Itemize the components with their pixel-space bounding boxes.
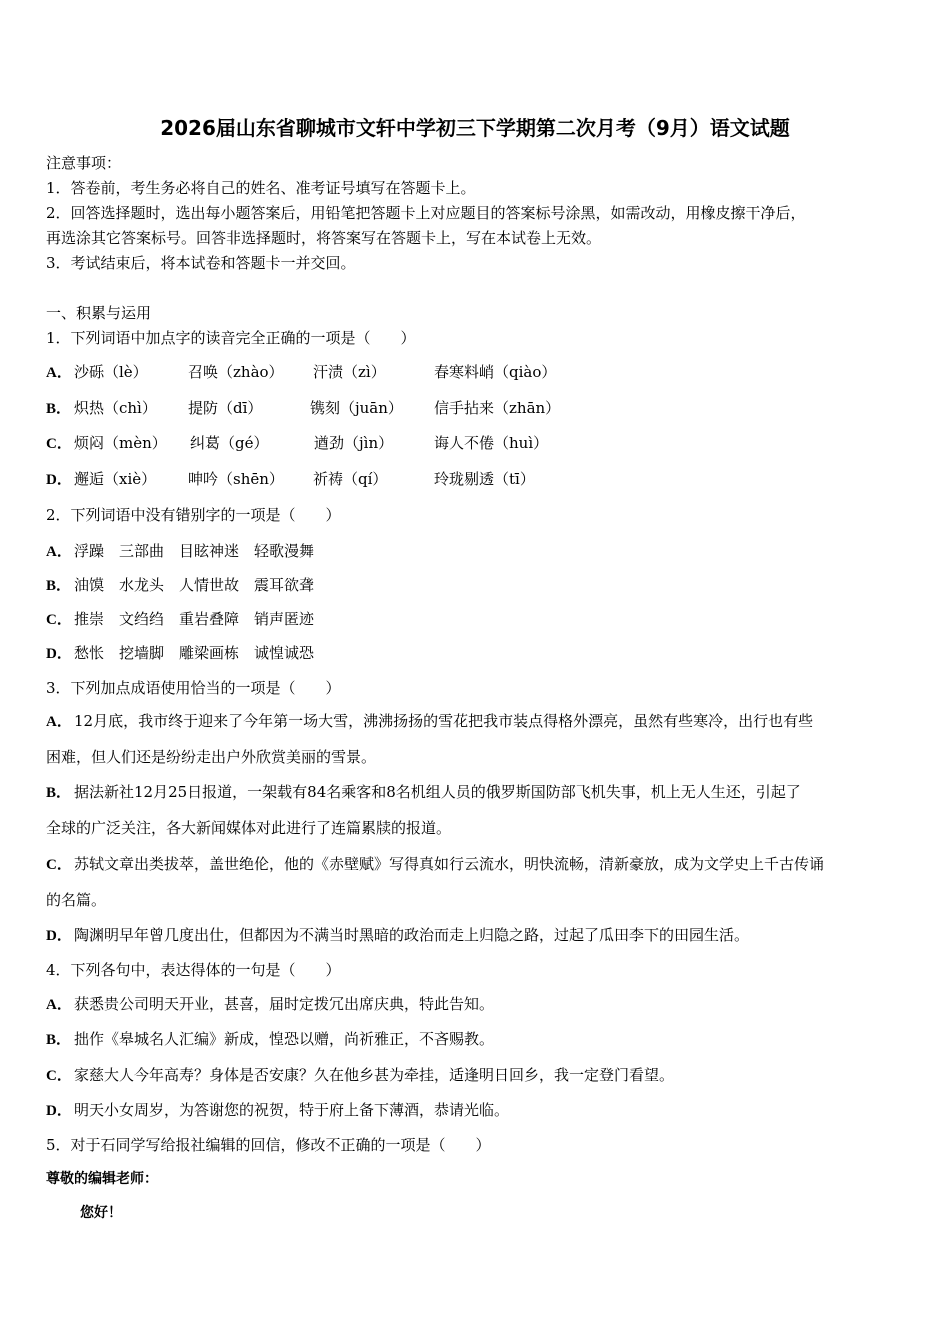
option-letter: C． [46, 857, 72, 873]
page-title: 2026届山东省聊城市文轩中学初三下学期第二次月考（9月）语文试题 [160, 116, 790, 140]
option-text: 明天小女周岁，为答谢您的祝贺，特于府上备下薄酒，恭请光临。 [74, 1101, 510, 1119]
q1-a-item: 汗渍（zì） [313, 363, 386, 381]
q1-b-item: 炽热（chì） [74, 399, 157, 417]
q1-stem: 1．下列词语中加点字的读音完全正确的一项是（ ） [46, 329, 416, 347]
option-text: 陶渊明早年曾几度出仕，但都因为不满当时黑暗的政治而走上归隐之路，过起了瓜田李下的田园生活。 [74, 926, 750, 944]
q3-option-c [46, 853, 824, 874]
q1-b-item: 镌刻（juān） [310, 399, 403, 417]
notice-item-2: 2．回答选择题时，选出每小题答案后，用铅笔把答题卡上对应题目的答案标号涂黑，如需改动，用橡皮擦干净后， [46, 204, 806, 222]
q1-a-item: 春寒料峭（qiào） [434, 363, 557, 381]
q2-option-c [46, 608, 314, 629]
option-text: 苏轼文章出类拔萃，盖世绝伦，他的《赤壁赋》写得真如行云流水，明快流畅，清新豪放，成为文学史上千古传诵 [74, 855, 825, 873]
option-text: 12月底，我市终于迎来了今年第一场大雪，沸沸扬扬的雪花把我市装点得格外漂亮，虽然有些寒冷，出行也有些 [74, 712, 814, 730]
q1-b-item: 提防（dī） [188, 399, 263, 417]
option-letter: C． [46, 1068, 72, 1084]
option-text: 愁怅 挖墙脚 雕梁画栋 诚惶诚恐 [74, 644, 315, 662]
option-letter: C． [46, 612, 72, 628]
option-text: 油馍 水龙头 人情世故 震耳欲聋 [74, 576, 315, 594]
option-letter: D． [46, 928, 72, 944]
option-text: 拙作《皋城名人汇编》新成，惶恐以赠，尚祈雅正，不吝赐教。 [74, 1030, 495, 1048]
option-letter: B． [46, 401, 72, 417]
q1-a-item: 召唤（zhào） [188, 363, 284, 381]
q1-c-item: 遒劲（jìn） [314, 434, 394, 452]
q4-stem: 4．下列各句中，表达得体的一句是（ ） [46, 961, 341, 979]
q1-d-item: 玲珑剔透（tī） [434, 470, 535, 488]
option-letter: D． [46, 472, 72, 488]
letter-greeting: 您好！ [80, 1205, 122, 1221]
option-text: 推崇 文绉绉 重岩叠障 销声匿迹 [74, 610, 315, 628]
q1-d-item: 呻吟（shēn） [188, 470, 284, 488]
q3-option-a-cont: 困难，但人们还是纷纷走出户外欣赏美丽的雪景。 [46, 748, 377, 766]
q3-option-d [46, 924, 749, 945]
q1-c-item: 纠葛（gé） [190, 434, 269, 452]
option-letter: B． [46, 785, 72, 801]
q4-option-a [46, 993, 494, 1014]
option-letter: B． [46, 578, 72, 594]
option-letter: D． [46, 646, 72, 662]
q1-d-item: 祈祷（qí） [313, 470, 388, 488]
q3-option-a [46, 710, 813, 731]
option-letter: D． [46, 1103, 72, 1119]
q5-stem: 5．对于石同学写给报社编辑的回信，修改不正确的一项是（ ） [46, 1136, 491, 1154]
section-heading: 一、积累与运用 [46, 304, 152, 322]
q2-stem: 2．下列词语中没有错别字的一项是（ ） [46, 506, 341, 524]
option-text: 据法新社12月25日报道，一架载有84名乘客和8名机组人员的俄罗斯国防部飞机失事，机上无人生还，引起了 [74, 783, 801, 801]
q2-option-a [46, 540, 314, 561]
q1-c-item: 烦闷（mèn） [74, 434, 167, 452]
q1-c-item: 诲人不倦（huì） [434, 434, 549, 452]
notice-item-1: 1．答卷前，考生务必将自己的姓名、准考证号填写在答题卡上。 [46, 179, 476, 197]
q3-option-b-cont: 全球的广泛关注，各大新闻媒体对此进行了连篇累牍的报道。 [46, 819, 452, 837]
notice-item-2-cont: 再选涂其它答案标号。回答非选择题时，将答案写在答题卡上，写在本试卷上无效。 [46, 229, 602, 247]
notice-item-3: 3．考试结束后，将本试卷和答题卡一并交回。 [46, 254, 356, 272]
option-letter: A． [46, 997, 72, 1013]
q4-option-d [46, 1099, 509, 1120]
option-letter: B． [46, 1032, 72, 1048]
option-text: 浮躁 三部曲 目眩神迷 轻歌漫舞 [74, 542, 315, 560]
q1-b-item: 信手拈来（zhān） [434, 399, 561, 417]
notice-heading: 注意事项： [46, 154, 122, 172]
option-letter: A． [46, 365, 72, 381]
option-text: 获悉贵公司明天开业，甚喜，届时定拨冗出席庆典，特此告知。 [74, 995, 495, 1013]
letter-salutation: 尊敬的编辑老师： [46, 1171, 158, 1187]
option-letter: A． [46, 714, 72, 730]
q3-option-c-cont: 的名篇。 [46, 891, 107, 909]
q3-option-b [46, 781, 801, 802]
q4-option-c [46, 1064, 674, 1085]
option-letter: C． [46, 436, 72, 452]
option-text: 家慈大人今年高寿？身体是否安康？久在他乡甚为牵挂，适逢明日回乡，我一定登门看望。 [74, 1066, 675, 1084]
q2-option-b [46, 574, 314, 595]
q1-d-item: 邂逅（xiè） [74, 470, 157, 488]
q4-option-b [46, 1028, 494, 1049]
q2-option-d [46, 642, 314, 663]
q3-stem: 3．下列加点成语使用恰当的一项是（ ） [46, 679, 341, 697]
option-letter: A． [46, 544, 72, 560]
q1-a-item: 沙砾（lè） [74, 363, 148, 381]
